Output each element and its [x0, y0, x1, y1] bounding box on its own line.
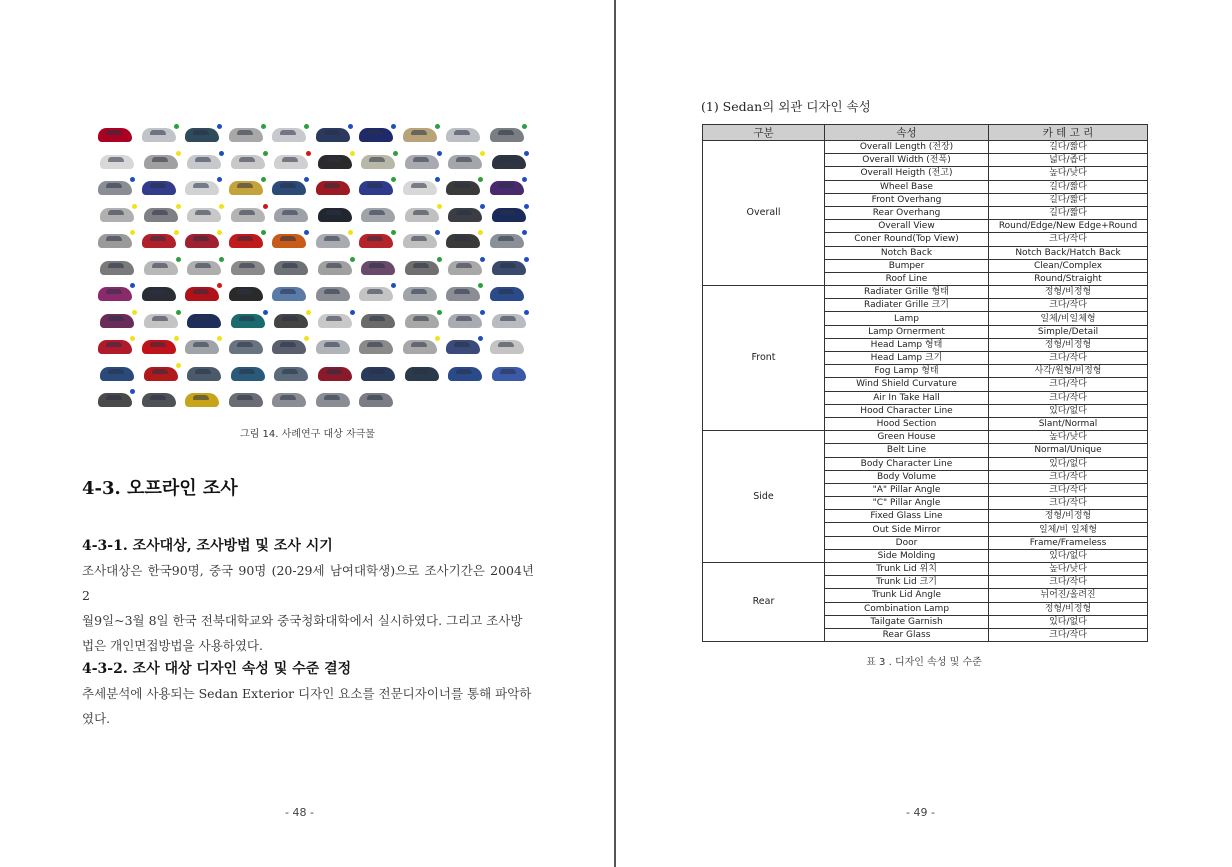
car-thumbnail: [446, 128, 480, 142]
car-thumbnail: [142, 181, 176, 195]
car-thumbnail: [98, 234, 132, 248]
car-thumbnail: [98, 340, 132, 354]
table-row: [703, 141, 1148, 154]
figure-caption: 그림 14. 사례연구 대상 자극물: [240, 429, 375, 440]
marker-dot: [130, 177, 135, 182]
marker-dot: [261, 230, 266, 235]
attribute-cell: Overall Heigth (전고): [825, 167, 989, 180]
level-cell: Simple/Detail: [989, 325, 1148, 338]
marker-dot: [176, 310, 181, 315]
attribute-cell: Combination Lamp: [825, 602, 989, 615]
attribute-cell: Tailgate Garnish: [825, 615, 989, 628]
car-thumbnail: [229, 128, 263, 142]
marker-dot: [306, 310, 311, 315]
attribute-cell: Trunk Lid 크기: [825, 576, 989, 589]
car-thumbnail: [142, 340, 176, 354]
marker-dot: [522, 177, 527, 182]
car-thumbnail: [361, 208, 395, 222]
table-header-row: [703, 125, 1148, 141]
marker-dot: [130, 230, 135, 235]
car-thumbnail: [492, 208, 526, 222]
car-thumbnail: [229, 287, 263, 301]
marker-dot: [176, 151, 181, 156]
marker-dot: [435, 336, 440, 341]
car-thumbnail: [98, 181, 132, 195]
car-thumbnail: [98, 393, 132, 407]
car-thumbnail: [490, 340, 524, 354]
car-thumbnail: [231, 367, 265, 381]
car-thumbnail: [229, 234, 263, 248]
attribute-cell: Out Side Mirror: [825, 523, 989, 536]
attribute-cell: Trunk Lid Angle: [825, 589, 989, 602]
marker-dot: [391, 124, 396, 129]
car-thumbnail: [492, 367, 526, 381]
car-thumbnail: [490, 234, 524, 248]
marker-dot: [217, 177, 222, 182]
car-thumbnail: [359, 181, 393, 195]
car-thumbnail: [231, 261, 265, 275]
marker-dot: [437, 257, 442, 262]
car-thumbnail: [144, 367, 178, 381]
car-thumbnail: [405, 155, 439, 169]
marker-dot: [391, 283, 396, 288]
attribute-cell: Fixed Glass Line: [825, 510, 989, 523]
table-section-label: (1) Sedan의 외관 디자인 속성: [701, 99, 871, 114]
level-cell: 정형/비정형: [989, 286, 1148, 299]
car-thumbnail: [361, 367, 395, 381]
left-page: [0, 0, 615, 867]
level-cell: 있다/없다: [989, 615, 1148, 628]
level-cell: 일체/비 일체형: [989, 523, 1148, 536]
attribute-cell: Body Character Line: [825, 457, 989, 470]
car-thumbnail: [448, 155, 482, 169]
table-caption: 표 3 . 디자인 속성 및 수준: [866, 657, 982, 668]
group-cell: Side: [703, 431, 825, 563]
marker-dot: [304, 336, 309, 341]
attribute-cell: Belt Line: [825, 444, 989, 457]
car-thumbnail: [274, 155, 308, 169]
marker-dot: [174, 336, 179, 341]
car-thumbnail: [272, 234, 306, 248]
car-thumbnail: [448, 314, 482, 328]
paragraph-1: [82, 558, 534, 658]
marker-dot: [391, 230, 396, 235]
car-thumbnail: [144, 155, 178, 169]
attribute-cell: Door: [825, 536, 989, 549]
car-thumbnail: [361, 314, 395, 328]
level-cell: Clean/Complex: [989, 259, 1148, 272]
level-cell: 높다/낮다: [989, 167, 1148, 180]
design-attribute-table: [702, 124, 1148, 642]
marker-dot: [132, 310, 137, 315]
car-thumbnail: [446, 287, 480, 301]
marker-dot: [219, 204, 224, 209]
car-thumbnail: [403, 234, 437, 248]
car-thumbnail: [144, 261, 178, 275]
marker-dot: [435, 177, 440, 182]
level-cell: 사각/원형/비정형: [989, 365, 1148, 378]
marker-dot: [219, 151, 224, 156]
car-thumbnail: [403, 287, 437, 301]
level-cell: Normal/Unique: [989, 444, 1148, 457]
page-number-left: - 48 -: [285, 806, 314, 819]
marker-dot: [478, 230, 483, 235]
car-thumbnail: [446, 234, 480, 248]
car-thumbnail: [229, 393, 263, 407]
level-cell: Frame/Frameless: [989, 536, 1148, 549]
level-cell: 길다/짧다: [989, 206, 1148, 219]
car-thumbnail: [142, 393, 176, 407]
marker-dot: [435, 230, 440, 235]
car-thumbnail: [359, 128, 393, 142]
level-cell: 크다/작다: [989, 233, 1148, 246]
car-thumbnail: [100, 367, 134, 381]
marker-dot: [217, 124, 222, 129]
marker-dot: [219, 257, 224, 262]
attribute-cell: Fog Lamp 형태: [825, 365, 989, 378]
car-thumbnail: [318, 367, 352, 381]
car-thumbnail: [316, 234, 350, 248]
attribute-cell: Bumper: [825, 259, 989, 272]
paragraph-line: 법은 개인면접방법을 사용하였다.: [82, 638, 263, 653]
car-thumbnail: [272, 287, 306, 301]
attribute-cell: Overall View: [825, 220, 989, 233]
car-thumbnail: [403, 340, 437, 354]
car-thumbnail: [403, 128, 437, 142]
car-thumbnail: [448, 208, 482, 222]
attribute-cell: Air In Take Hall: [825, 391, 989, 404]
marker-dot: [522, 124, 527, 129]
marker-dot: [348, 124, 353, 129]
attribute-cell: Overall Length (전장): [825, 141, 989, 154]
attribute-cell: Lamp Ornerment: [825, 325, 989, 338]
car-thumbnail: [274, 261, 308, 275]
level-cell: 넓다/좁다: [989, 154, 1148, 167]
marker-dot: [480, 310, 485, 315]
level-cell: 크다/작다: [989, 483, 1148, 496]
marker-dot: [261, 124, 266, 129]
level-cell: 있다/없다: [989, 404, 1148, 417]
attribute-cell: Hood Character Line: [825, 404, 989, 417]
marker-dot: [524, 310, 529, 315]
attribute-cell: "A" Pillar Angle: [825, 483, 989, 496]
marker-dot: [391, 177, 396, 182]
level-cell: 크다/작다: [989, 299, 1148, 312]
car-thumbnail: [492, 314, 526, 328]
marker-dot: [304, 124, 309, 129]
marker-dot: [130, 336, 135, 341]
car-thumbnail: [448, 367, 482, 381]
marker-dot: [176, 257, 181, 262]
attribute-cell: Body Volume: [825, 470, 989, 483]
level-cell: Round/Straight: [989, 272, 1148, 285]
car-thumbnail: [446, 340, 480, 354]
marker-dot: [217, 283, 222, 288]
marker-dot: [350, 151, 355, 156]
car-thumbnail: [361, 261, 395, 275]
car-thumbnail: [100, 261, 134, 275]
car-thumbnail: [490, 287, 524, 301]
paragraph-line: 추세분석에 사용되는 Sedan Exterior 디자인 요소를 전문디자이너를 통해 파악하: [82, 686, 532, 701]
marker-dot: [350, 257, 355, 262]
marker-dot: [176, 363, 181, 368]
level-cell: 크다/작다: [989, 628, 1148, 641]
level-cell: 크다/작다: [989, 576, 1148, 589]
marker-dot: [263, 204, 268, 209]
attribute-cell: Rear Overhang: [825, 206, 989, 219]
attribute-cell: Radiater Grille 크기: [825, 299, 989, 312]
car-thumbnail: [185, 393, 219, 407]
car-thumbnail: [185, 234, 219, 248]
group-cell: Overall: [703, 141, 825, 286]
car-thumbnail: [272, 181, 306, 195]
marker-dot: [130, 389, 135, 394]
level-cell: Notch Back/Hatch Back: [989, 246, 1148, 259]
marker-dot: [393, 151, 398, 156]
marker-dot: [524, 204, 529, 209]
subsection-heading-2: 4-3-2. 조사 대상 디자인 속성 및 수준 결정: [82, 661, 352, 677]
paragraph-line: 월9일~3월 8일 한국 전북대학교와 중국청화대학에서 실시하였다. 그리고 조사방: [82, 613, 523, 628]
level-cell: 뉘어진/올려진: [989, 589, 1148, 602]
marker-dot: [217, 336, 222, 341]
level-cell: 크다/작다: [989, 497, 1148, 510]
car-thumbnail: [187, 208, 221, 222]
marker-dot: [304, 177, 309, 182]
car-thumbnail: [318, 314, 352, 328]
car-thumbnail: [318, 155, 352, 169]
car-thumbnail: [316, 128, 350, 142]
attribute-cell: Side Molding: [825, 549, 989, 562]
marker-dot: [480, 204, 485, 209]
car-thumbnail: [490, 128, 524, 142]
car-thumbnail: [185, 340, 219, 354]
marker-dot: [478, 177, 483, 182]
level-cell: 높다/낮다: [989, 563, 1148, 576]
car-thumbnail: [187, 261, 221, 275]
attribute-cell: Hood Section: [825, 417, 989, 430]
car-thumbnail: [448, 261, 482, 275]
attribute-cell: "C" Pillar Angle: [825, 497, 989, 510]
group-cell: Front: [703, 286, 825, 431]
level-cell: 있다/없다: [989, 549, 1148, 562]
paragraph-line: 조사대상은 한국90명, 중국 90명 (20-29세 남여대학생)으로 조사기간은 2004년 2: [82, 563, 534, 603]
car-thumbnail: [185, 287, 219, 301]
marker-dot: [130, 283, 135, 288]
level-cell: 길다/짧다: [989, 141, 1148, 154]
car-thumbnail: [187, 367, 221, 381]
marker-dot: [174, 124, 179, 129]
level-cell: 일체/비일체형: [989, 312, 1148, 325]
car-thumbnail: [100, 155, 134, 169]
car-thumbnail: [492, 261, 526, 275]
level-cell: 크다/작다: [989, 352, 1148, 365]
car-thumbnail: [316, 287, 350, 301]
car-thumbnail: [100, 208, 134, 222]
car-thumbnail: [142, 128, 176, 142]
level-cell: 크다/작다: [989, 470, 1148, 483]
marker-dot: [524, 151, 529, 156]
car-thumbnail: [142, 234, 176, 248]
car-thumbnail: [231, 155, 265, 169]
car-thumbnail: [405, 314, 439, 328]
page-number-right: - 49 -: [906, 806, 935, 819]
car-thumbnail: [405, 208, 439, 222]
header-levels: 카 테 고 리: [989, 125, 1148, 141]
car-thumbnail: [144, 314, 178, 328]
attribute-cell: Roof Line: [825, 272, 989, 285]
car-thumbnail: [187, 155, 221, 169]
attribute-cell: Coner Round(Top View): [825, 233, 989, 246]
level-cell: Slant/Normal: [989, 417, 1148, 430]
marker-dot: [480, 151, 485, 156]
marker-dot: [261, 177, 266, 182]
marker-dot: [263, 151, 268, 156]
marker-dot: [174, 230, 179, 235]
marker-dot: [217, 230, 222, 235]
right-page: [616, 0, 1232, 867]
marker-dot: [263, 310, 268, 315]
car-image-grid: [90, 122, 530, 417]
attribute-cell: Front Overhang: [825, 193, 989, 206]
car-thumbnail: [274, 208, 308, 222]
car-thumbnail: [231, 314, 265, 328]
subsection-heading-1: 4-3-1. 조사대상, 조사방법 및 조사 시기: [82, 538, 333, 554]
level-cell: 있다/없다: [989, 457, 1148, 470]
group-cell: Rear: [703, 563, 825, 642]
level-cell: Round/Edge/New Edge+Round: [989, 220, 1148, 233]
car-thumbnail: [316, 340, 350, 354]
car-thumbnail: [98, 128, 132, 142]
marker-dot: [304, 230, 309, 235]
marker-dot: [306, 151, 311, 156]
car-thumbnail: [316, 393, 350, 407]
marker-dot: [478, 336, 483, 341]
level-cell: 길다/짧다: [989, 180, 1148, 193]
car-thumbnail: [359, 234, 393, 248]
car-thumbnail: [405, 367, 439, 381]
level-cell: 크다/작다: [989, 391, 1148, 404]
header-category: 구분: [703, 125, 825, 141]
car-thumbnail: [144, 208, 178, 222]
attribute-cell: Wind Shield Curvature: [825, 378, 989, 391]
car-thumbnail: [274, 314, 308, 328]
car-thumbnail: [229, 340, 263, 354]
attribute-cell: Trunk Lid 위치: [825, 563, 989, 576]
car-thumbnail: [272, 393, 306, 407]
car-thumbnail: [318, 261, 352, 275]
marker-dot: [478, 283, 483, 288]
attribute-cell: Green House: [825, 431, 989, 444]
marker-dot: [435, 124, 440, 129]
paragraph-line: 였다.: [82, 711, 111, 726]
marker-dot: [437, 204, 442, 209]
marker-dot: [132, 204, 137, 209]
car-thumbnail: [272, 128, 306, 142]
table-row: [703, 563, 1148, 576]
marker-dot: [176, 204, 181, 209]
car-thumbnail: [98, 287, 132, 301]
car-thumbnail: [274, 367, 308, 381]
car-thumbnail: [187, 314, 221, 328]
table-row: [703, 286, 1148, 299]
car-thumbnail: [185, 128, 219, 142]
marker-dot: [348, 230, 353, 235]
car-thumbnail: [318, 208, 352, 222]
car-thumbnail: [359, 287, 393, 301]
marker-dot: [437, 151, 442, 156]
attribute-cell: Notch Back: [825, 246, 989, 259]
level-cell: 정형/비정형: [989, 338, 1148, 351]
attribute-cell: Overall Width (전폭): [825, 154, 989, 167]
level-cell: 크다/작다: [989, 378, 1148, 391]
attribute-cell: Lamp: [825, 312, 989, 325]
level-cell: 높다/낮다: [989, 431, 1148, 444]
marker-dot: [524, 257, 529, 262]
level-cell: 정형/비정형: [989, 602, 1148, 615]
car-thumbnail: [446, 181, 480, 195]
car-thumbnail: [316, 181, 350, 195]
paragraph-2: [82, 681, 534, 731]
car-thumbnail: [272, 340, 306, 354]
car-thumbnail: [359, 393, 393, 407]
car-thumbnail: [405, 261, 439, 275]
car-thumbnail: [403, 181, 437, 195]
car-thumbnail: [142, 287, 176, 301]
section-heading: 4-3. 오프라인 조사: [82, 478, 238, 499]
attribute-cell: Head Lamp 형태: [825, 338, 989, 351]
car-thumbnail: [100, 314, 134, 328]
attribute-cell: Wheel Base: [825, 180, 989, 193]
marker-dot: [480, 257, 485, 262]
car-thumbnail: [361, 155, 395, 169]
car-thumbnail: [359, 340, 393, 354]
header-attribute: 속성: [825, 125, 989, 141]
attribute-cell: Radiater Grille 형태: [825, 286, 989, 299]
level-cell: 정형/비정형: [989, 510, 1148, 523]
marker-dot: [350, 310, 355, 315]
marker-dot: [437, 310, 442, 315]
car-thumbnail: [492, 155, 526, 169]
attribute-cell: Rear Glass: [825, 628, 989, 641]
car-thumbnail: [229, 181, 263, 195]
table-row: [703, 431, 1148, 444]
attribute-cell: Head Lamp 크기: [825, 352, 989, 365]
car-thumbnail: [231, 208, 265, 222]
car-thumbnail: [490, 181, 524, 195]
marker-dot: [522, 230, 527, 235]
level-cell: 길다/짧다: [989, 193, 1148, 206]
car-thumbnail: [185, 181, 219, 195]
